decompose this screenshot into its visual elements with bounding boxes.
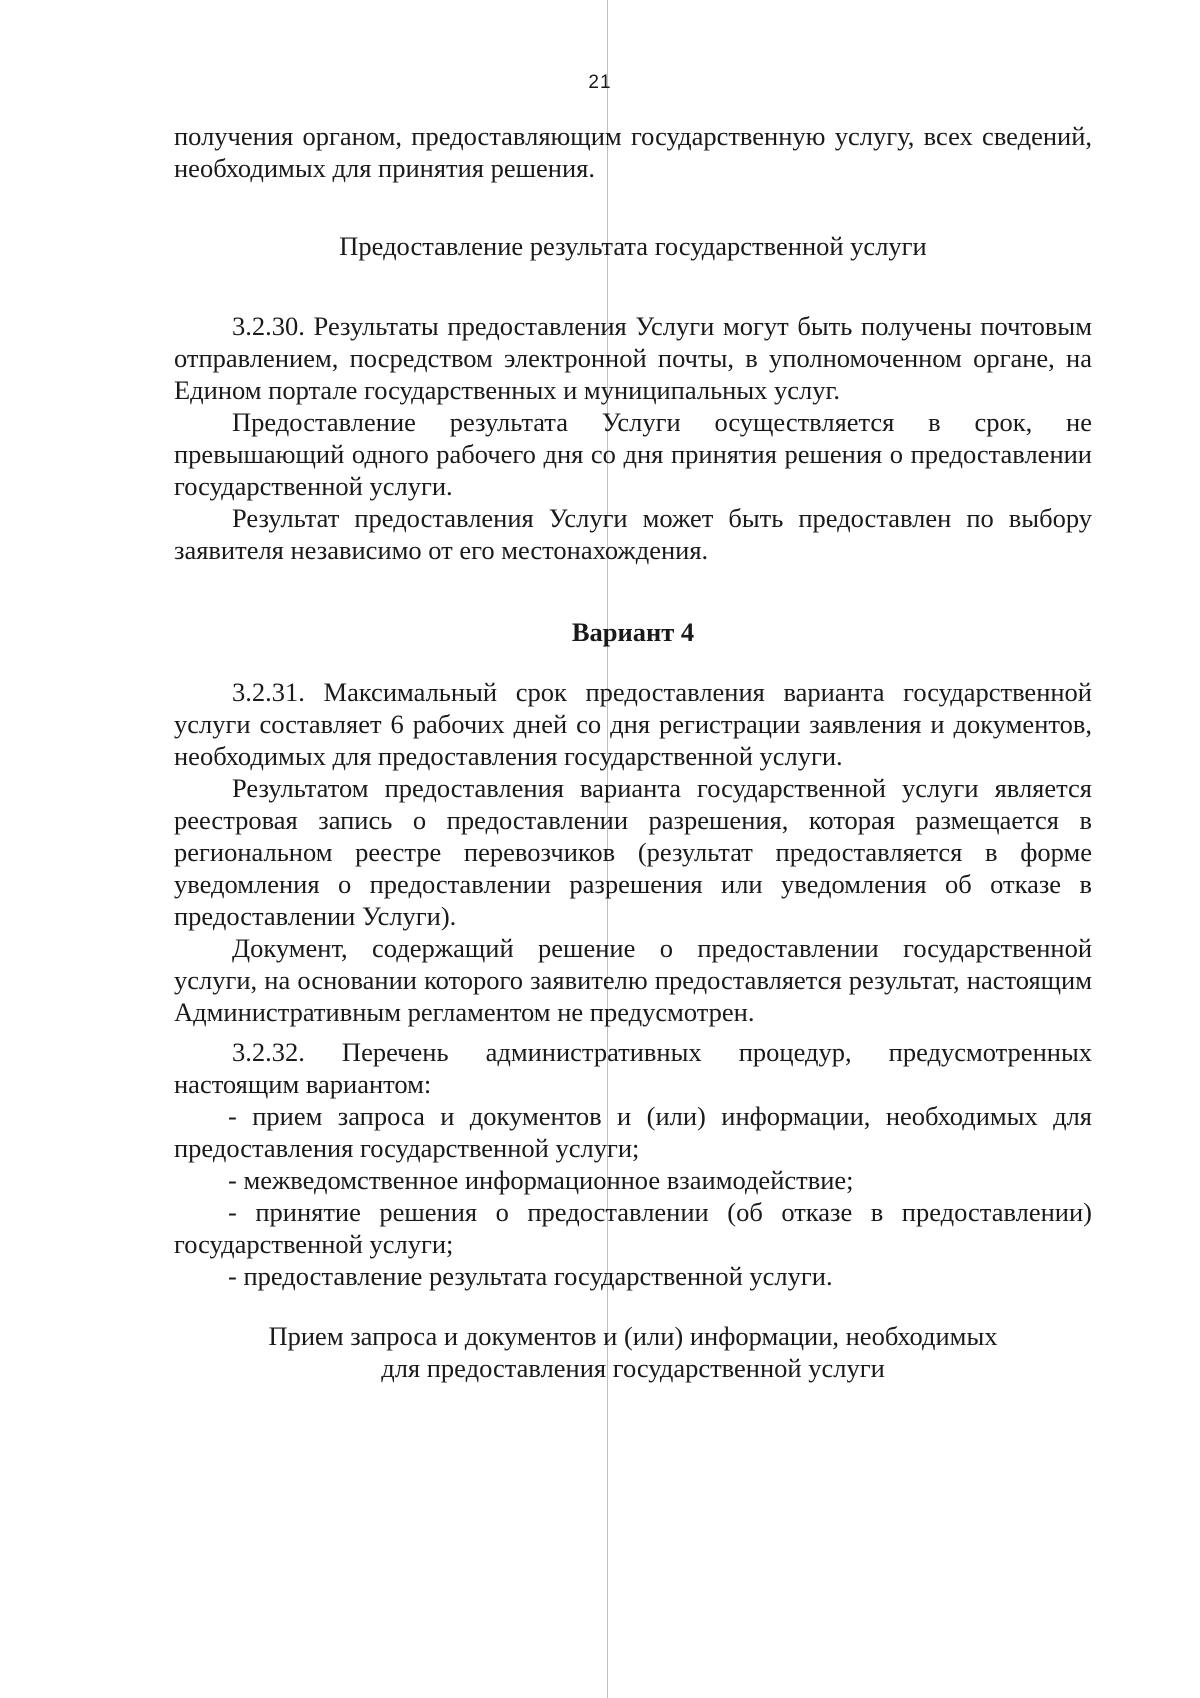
procedure-item: - межведомственное информационное взаимодействие; <box>228 1165 854 1195</box>
procedures-block <box>174 1036 1092 1292</box>
intro-paragraph: получения органом, предоставляющим государственную услугу, всех сведений, необходимых для принятия решения. <box>174 121 1092 183</box>
paragraph-result-term: Предоставление результата Услуги осуществляется в срок, не превышающий одного рабочего дня со дня принятия решения о предоставлении государственной услуги. <box>174 407 1092 501</box>
procedure-item: - прием запроса и документов и (или) информации, необходимых для предоставления государственной услуги; <box>174 1101 1092 1163</box>
procedure-item: - принятие решения о предоставлении (об отказе в предоставлении) государственной услуги; <box>174 1197 1092 1259</box>
paragraph-3-2-30: 3.2.30. Результаты предоставления Услуги могут быть получены почтовым отправлением, посредством электронной почты, в уполномоченном органе, на Едином портале государственных и муниципальных услуг. <box>174 311 1092 405</box>
section1-body <box>174 310 1092 566</box>
paragraph-result-choice: Результат предоставления Услуги может быть предоставлен по выбору заявителя независимо от его местонахождения. <box>174 503 1092 565</box>
intro-block <box>174 120 1092 184</box>
page-number: 21 <box>588 72 612 93</box>
paragraph-result-entry: Результатом предоставления варианта государственной услуги является реестровая запись о предоставлении разрешения, которая размещается в региональном реестре перевозчиков (результат предоставляется в форме уведомления о предоставлении разрешения или уведомления об отказе в предоставлении Услуги). <box>174 773 1092 931</box>
section2-heading-line2: для предоставления государственной услуги <box>381 1353 885 1383</box>
paragraph-document: Документ, содержащий решение о предоставлении государственной услуги, на основании которого заявителю предоставляется результат, настоящим Административным регламентом не предусмотрен. <box>174 933 1092 1027</box>
section1-heading-block <box>174 230 1092 262</box>
paragraph-3-2-32: 3.2.32. Перечень административных процедур, предусмотренных настоящим вариантом: <box>174 1037 1092 1099</box>
procedure-item: - предоставление результата государственной услуги. <box>228 1261 833 1291</box>
paragraph-3-2-31: 3.2.31. Максимальный срок предоставления варианта государственной услуги составляет 6 рабочих дней со дня регистрации заявления и документов, необходимых для предоставления государственной услуги. <box>174 677 1092 771</box>
section2-heading-line1: Прием запроса и документов и (или) информации, необходимых <box>268 1321 998 1351</box>
variant-heading-block <box>174 616 1092 648</box>
section1-heading: Предоставление результата государственной услуги <box>339 231 927 261</box>
variant-body <box>174 676 1092 1028</box>
variant-heading: Вариант 4 <box>571 617 695 647</box>
section2-heading-block <box>174 1320 1092 1384</box>
